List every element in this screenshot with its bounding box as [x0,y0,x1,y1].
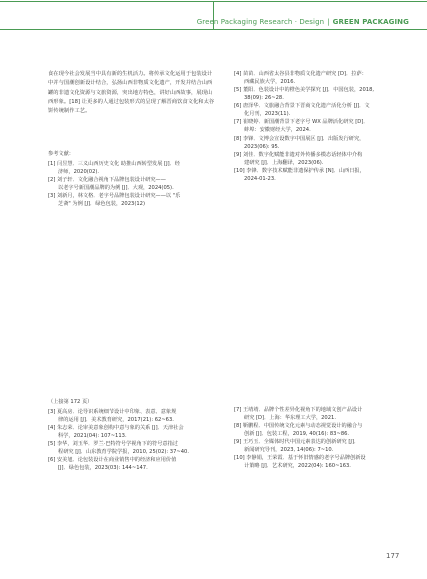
reference-list [234,406,406,471]
reference-list [48,408,220,473]
reference-line: 化月刊，2023(11). [244,111,291,118]
reference-line: [3] 夏高房．论导识系统细节设计中印象、表意、意象规 [48,409,177,415]
reference-line: [2] 刘子轩．文化融合视角下品牌包装设计研究—— [48,177,166,184]
reference-line: [3] 刘新月，林文格．老字号品牌包装设计研究——以 "乐 [48,193,181,200]
reference-line: 2023(06): 95. [244,143,280,150]
reference-item [48,160,218,176]
reference-item [48,456,220,472]
reference-line: 计策略 [J]．艺术研究，2022(04): 160~163. [244,463,351,470]
reference-item [48,192,218,208]
reference-line: [8] 靳鹏程．中国传统文化元素与动态视觉设计的融合与 [234,423,363,430]
body-text [48,70,216,116]
reference-line: [5] 董阳．色装设计中的橙色美学探究 [J]．中国包装，2018, [234,87,375,94]
reference-item [234,70,404,86]
continued-note: （上接第 172 页） [48,399,93,405]
reference-line: 济师，2020(02). [58,169,100,176]
reference-line: [6] 安美旭．论包装设计在商业销售中的经济和应用价值 [48,457,177,464]
reference-line: 研究 [D]．上海：华东理工大学，2021. [244,415,336,422]
reference-line: [4] 朱志荣．论审美意象创构中意与象的关系 [J]．天津社会 [48,425,184,432]
reference-line: [10] 李锋．数字技术赋能非遗保护传承 [N]．山西日报， [234,167,365,174]
reference-line: [4] 苗苗．山西省太谷县非物质文化遗产研究 [D]．拉萨： [234,71,367,77]
references-title: 参考文献： [48,151,74,157]
reference-item [234,118,404,134]
reference-item [234,422,406,438]
reference-line: 律的运用 [J]．美术教育研究，2017(21): 62~63. [58,417,174,424]
reference-line: [7] 王靖靖．品牌个性差异化视角下的地域文创产品设计 [234,407,363,413]
reference-item [234,454,406,470]
reference-line: 2024-01-23. [244,175,276,182]
reference-line: 38(09): 26~28. [244,95,284,102]
reference-list [48,160,218,208]
reference-line: 程研究 [J]．山东教育学院学报，2010, 25(02): 37~40. [58,449,190,456]
running-header [197,18,409,26]
reference-line: 新闻研究导刊，2023, 14(06): 7~10. [244,447,334,454]
journal-name: Green Packaging Research · Design [196,18,325,26]
reference-line: [9] 刘佳．数字化赋能非遗对外传播多模态话轻体中介构 [234,151,363,158]
reference-line: [7] 崔晓婷．新国潮背景下老字号 WX 品牌活化研究 [D]． [234,119,369,126]
reference-line: [6] 唐泽华．文旅融合背景下晋商文化遗产活化分析 [J]．文 [234,103,370,110]
body-paragraph: 食在现今社会发展当中具有新的生机活力。将传承文化运用于包装设计中并与国潮创新设计结合，弘扬山西非物质文化遗产，开发并结合山西罐的非遗文化资源与文旅资源，突出地方特色，讲好山西故事，展现山西形象。[18] 让更多的人通过包装形式的呈现了解晋商饮食文化和太谷饼传统制作工艺。 [48,71,215,115]
reference-line: [10] 李静娟，王荣霞．基于怀旧情感的老字号品牌创新设 [234,455,366,462]
reference-item [234,151,404,167]
references-right-top [234,70,404,183]
reference-line: [J]．绿色包装，2023(03): 144~147. [58,465,148,472]
reference-line: [9] 王巧玉．全媒体时代中国元素表达的创新研究 [J]． [234,439,360,446]
reference-line: [8] 李锋．文博会宣设数字中国展区 [J]．出版发行研究， [234,135,365,142]
reference-list [234,70,404,183]
reference-item [234,406,406,422]
reference-line: 蚌埠：安徽财经大学，2024. [244,127,311,134]
reference-line: 科学，2021(04): 107~113. [58,433,127,440]
references-right-bottom [234,406,406,471]
reference-line: 西藏民族大学，2016. [244,79,296,86]
reference-item [234,86,404,102]
header-separator: | [327,18,330,26]
reference-line: [1] 闫昱慧．三义山西历史文化 助推山西转型发展 [J]．经 [48,161,180,168]
reference-line: [5] 李华，刘玉华．罗兰·巴特符号学视角下的符号意指过 [48,441,178,448]
reference-item [48,408,220,424]
page-number: 177 [386,552,400,560]
reference-item [234,167,404,183]
reference-line: 创新 [J]．包装工程，2019, 40(16): 83~86. [244,431,350,438]
reference-item [48,424,220,440]
references-left-top [48,150,218,208]
reference-item [234,102,404,118]
reference-item [48,440,220,456]
references-left-bottom [48,408,220,473]
reference-item [48,176,218,192]
reference-line: 芝斋" 为例 [J]．绿色包装，2023(12) [58,201,145,208]
section-name: GREEN PACKAGING [332,18,409,26]
reference-item [234,135,404,151]
reference-item [234,438,406,454]
reference-line: 建研究 [J]．上海翻译，2023(06). [244,159,324,166]
reference-line: 以老字号新国潮品牌的为例 [J]．大观，2024(05). [58,185,174,192]
